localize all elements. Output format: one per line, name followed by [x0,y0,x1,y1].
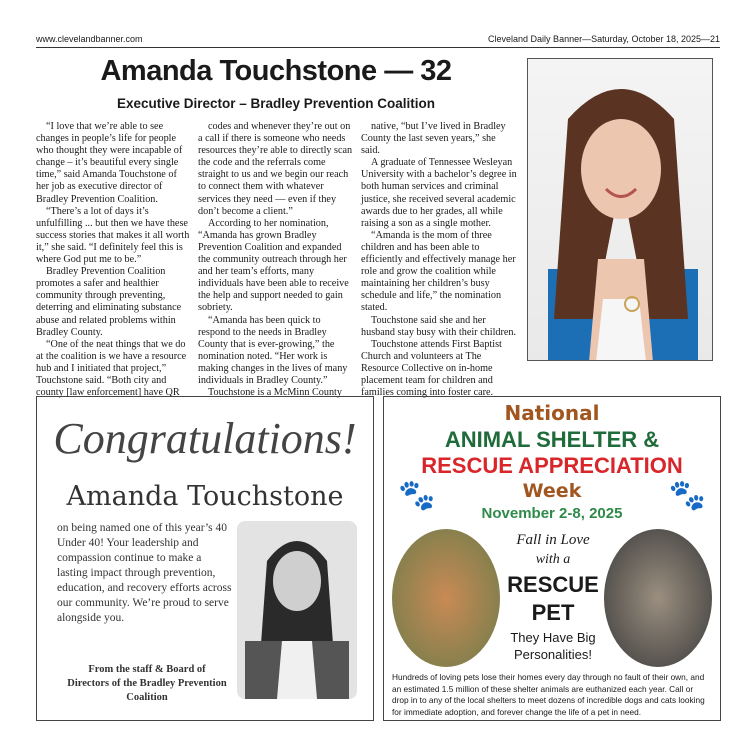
ad-week: Week [522,480,582,502]
ad-with-a: with a [535,552,571,567]
portrait-photo [527,58,713,361]
dateline: Cleveland Daily Banner—Saturday, October 18, 2025—21 [488,34,720,44]
ad-headline-2: RESCUE APPRECIATION [421,453,683,478]
congrats-body: on being named one of this year’s 40 Under 40! Your leadership and compassion continue to make a lasting impact through prevention, education, and recovery efforts across our community. We’re proud to serve alongside you. [57,522,232,624]
paw-icon: 🐾 [668,479,706,512]
congrats-signoff: From the staff & Board of Directors of the Bradley Prevention Coalition [67,664,227,703]
ad-national: National [504,401,600,425]
article-paragraph: Touchstone attends First Baptist Church and volunteers at The Resource Collective on in-home placement team for children and families coming into foster care. [361,338,502,399]
ad-tagline: They Have Big Personalities! [510,630,596,662]
website-url: www.clevelandbanner.com [36,34,143,44]
ad-rescue: RESCUE [507,572,599,597]
header-rule [36,47,720,48]
ad-footer-text: Hundreds of loving pets lose their homes every day through no fault of their own, and an estimated 1.5 million of these shelter animals are euthanized each year. Call or drop in to any of the local shelters to meet dozens of incredible dogs and cats looking for immediate adoption, and forever change the life of a pet in need. [392,672,705,717]
article-paragraph: Bradley Prevention Coalition promotes a safer and healthier community through preventing, deterring and eliminating substance abuse and related problems within Bradley County. [36,266,182,338]
paw-icon: 🐾 [398,479,436,512]
article-column-2 [198,121,354,399]
article-paragraph: “There’s a lot of days it’s unfulfilling ... but then we have these success stories that makes it all worth it,” she said. “I definitely feel this is where God put me to be.” [36,205,190,266]
ad-dates: November 2-8, 2025 [481,505,623,522]
congrats-script: Congratulations! [53,414,357,463]
article-paragraph: “I love that we’re able to see changes in people’s life for people who thought they were incapable of change – it’s beautiful every single time,” said Amanda Touchstone of her job as executive director of Bradley Prevention Coalition. [36,121,183,205]
article-paragraph: “Amanda is the mom of three children and has been able to efficiently and effectively manage her role and grow the coalition while maintaining her children’s busy schedule and life,” the nomination stated. [361,229,516,314]
honoree-photo [237,521,357,699]
article-title: Amanda Touchstone — 32 [100,55,452,87]
dog-photo [392,529,500,667]
article-paragraph: “Amanda has been quick to respond to the needs in Bradley County that is ever-growing,” the nomination noted. “Her work is making changes in the lives of many individuals in Bradley County.” [198,314,348,386]
article-paragraph: native, “but I’ve lived in Bradley County the last seven years,” she said. [361,121,506,157]
ad-headline-1: ANIMAL SHELTER & [444,427,660,452]
article-paragraph: Touchstone said she and her husband stay busy with their children. [361,314,517,338]
animal-shelter-ad [383,396,721,721]
article-paragraph: According to her nomination, “Amanda has grown Bradley Prevention Coalition and expanded the community outreach through her and her team’s efforts, many individuals have been able to receive the help and support needed to gain sobriety. [198,217,349,314]
article-column-3 [361,121,517,399]
congratulations-ad [36,396,374,721]
article-paragraph: Touchstone is a McMinn County [208,387,342,399]
honoree-name: Amanda Touchstone [66,481,344,512]
article-paragraph: codes and whenever they’re out on a call if there is someone who needs resources they’re able to directly scan the code and the referrals come straight to us and we begin our reach to connect them with whatever services they need — even if they don’t become a client.” [198,121,353,217]
ad-pet: PET [531,600,575,625]
article-paragraph: A graduate of Tennessee Wesleyan University with a bachelor’s degree in both human services and criminal justice, she received several academic awards due to her grades, all while raising a son as a single mother. [361,157,517,229]
article-subtitle: Executive Director – Bradley Prevention Coalition [116,96,436,111]
cat-photo [604,529,712,667]
article-paragraph: “One of the neat things that we do at the coalition is we have a resource hub and I initiated that project,” Touchstone said. “Both city and county [law enforcement] have QR [36,338,187,399]
ad-fall-in-love: Fall in Love [516,532,590,548]
article-column-1 [36,121,192,399]
